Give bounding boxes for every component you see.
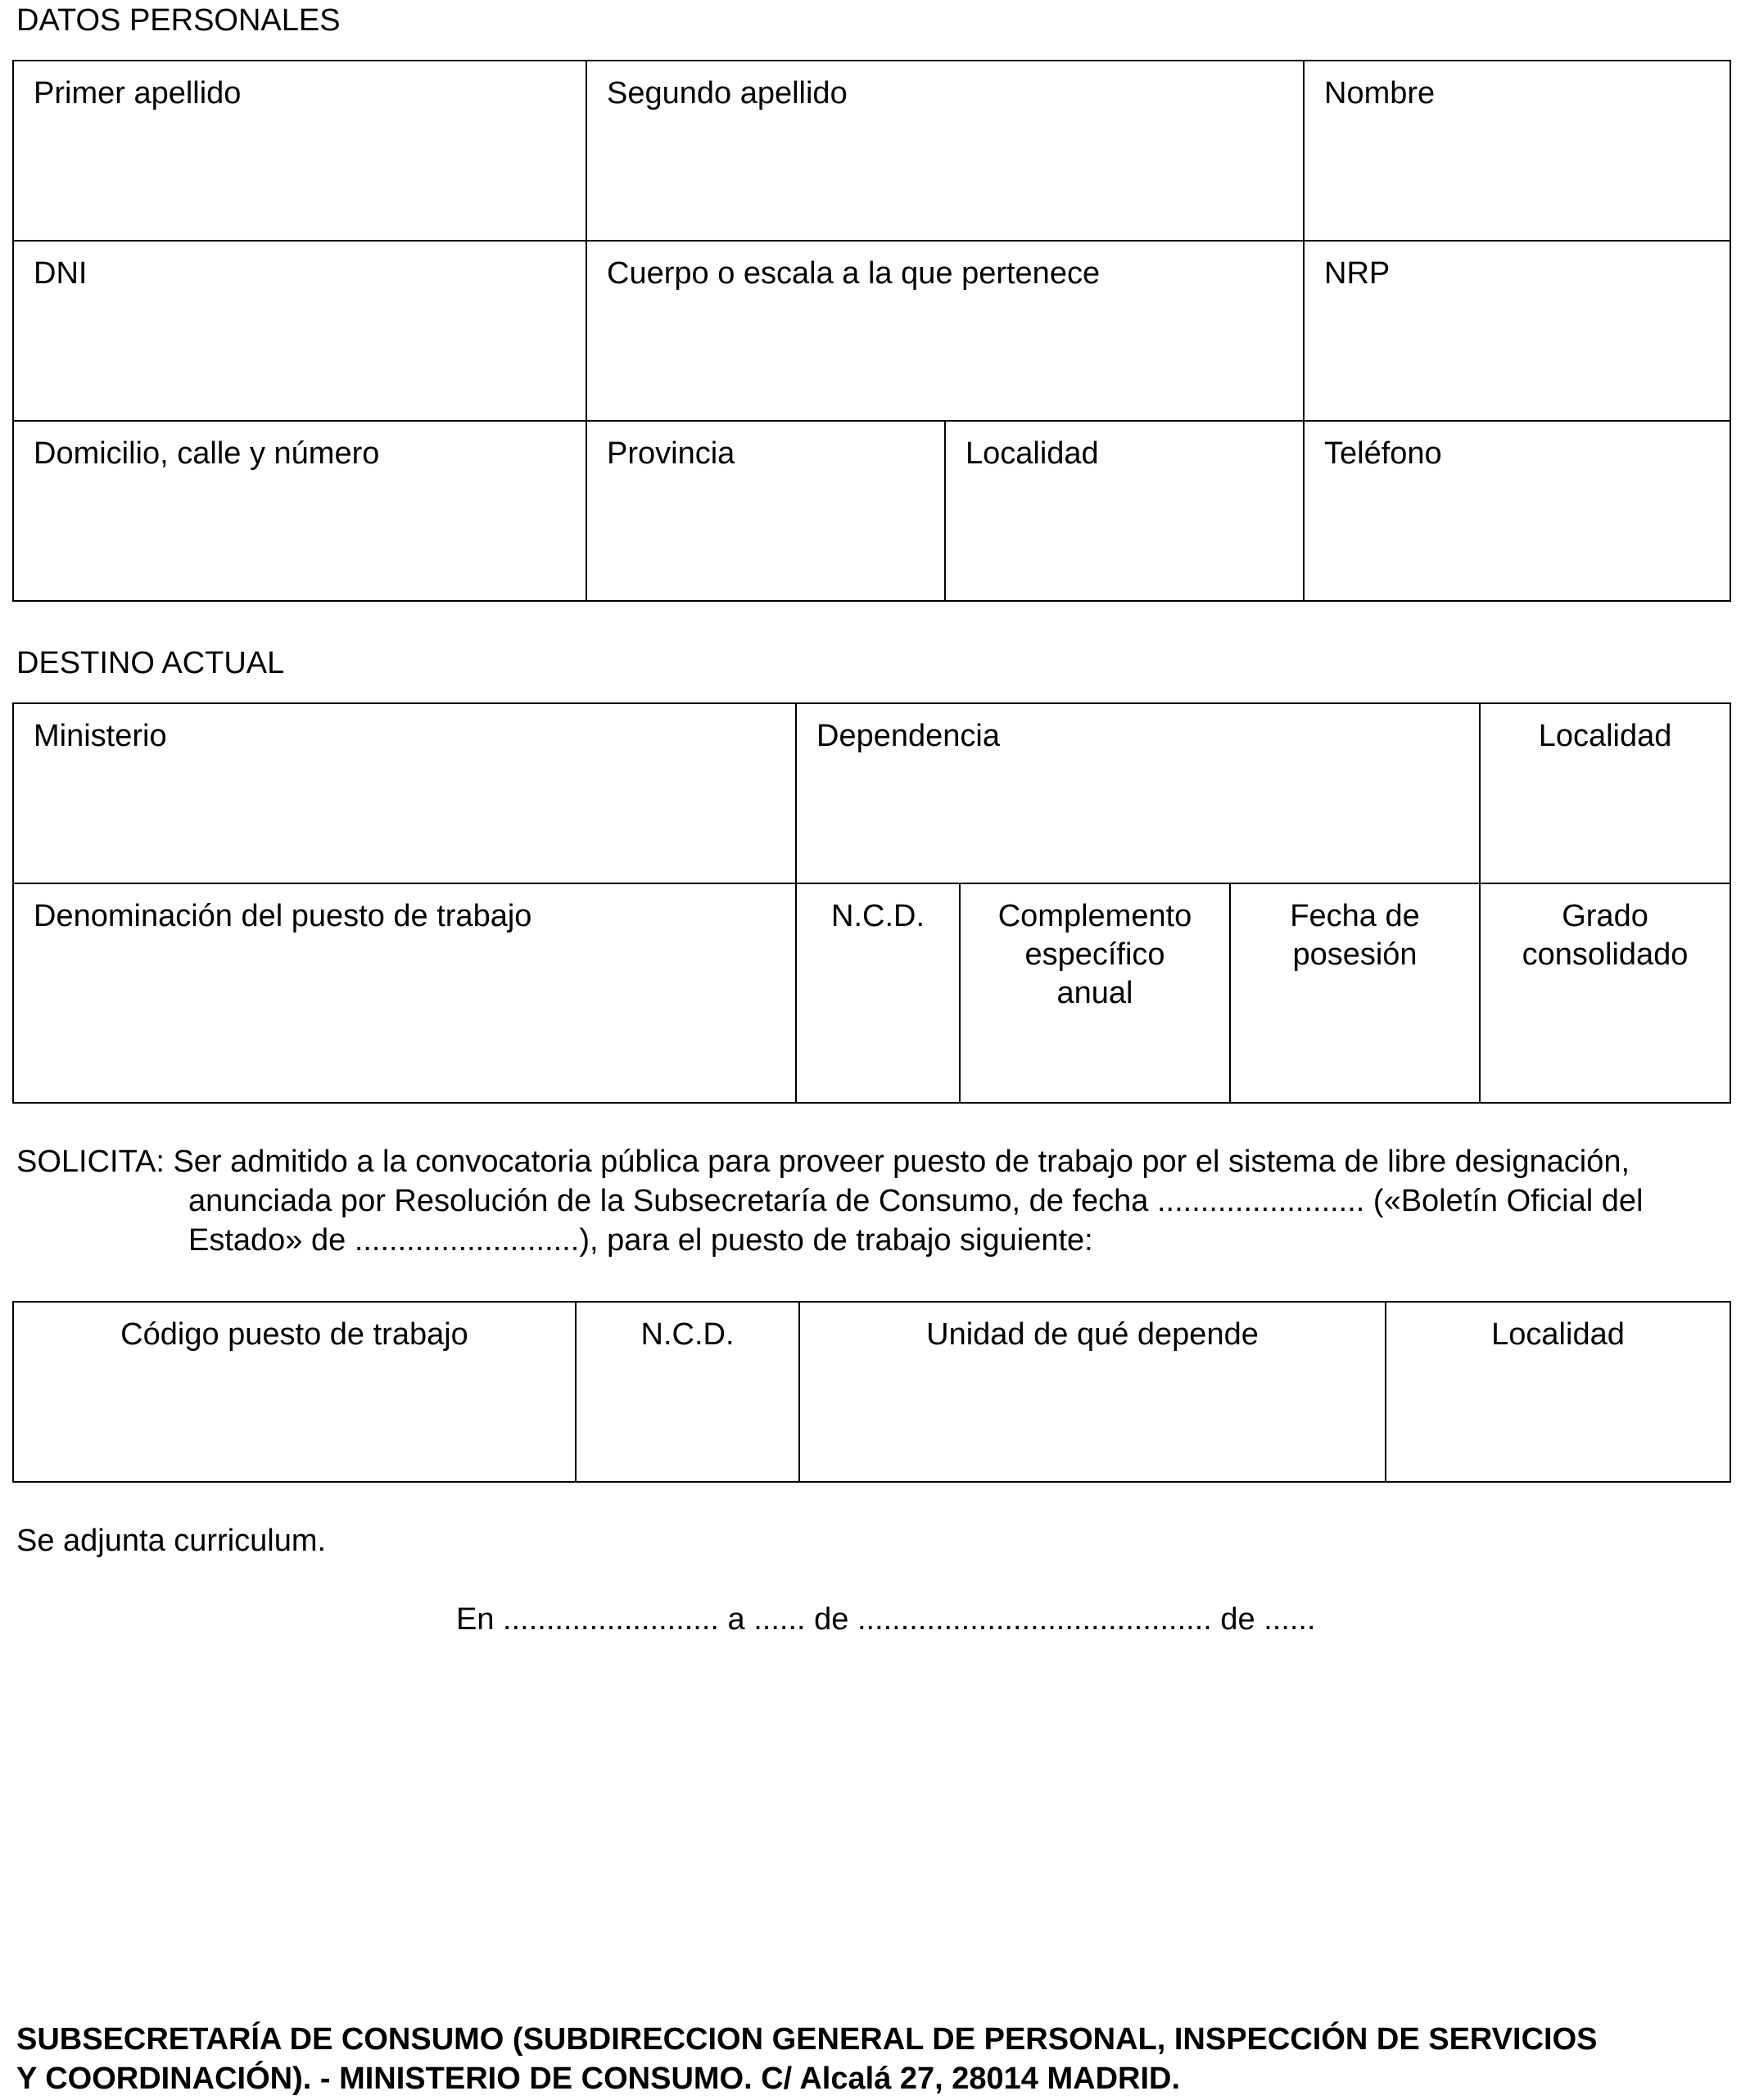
ncd-field[interactable] <box>796 883 960 1103</box>
localidad-label: Localidad <box>965 436 1099 471</box>
dependencia-label: Dependencia <box>816 719 1000 753</box>
destino-localidad-field[interactable] <box>1480 703 1730 883</box>
puesto-solicitado-table <box>12 1301 1731 1483</box>
primer-apellido-label: Primer apellido <box>34 76 242 111</box>
ncd-label: N.C.D. <box>831 899 925 933</box>
solicita-line: Estado» de ..........................), para el puesto de trabajo siguiente: <box>188 1223 1093 1258</box>
nrp-label: NRP <box>1324 256 1391 291</box>
fecha-posesion-field[interactable] <box>1230 883 1480 1103</box>
ministerio-field[interactable] <box>13 703 796 883</box>
primer-apellido-field[interactable] <box>13 61 586 241</box>
codigo-puesto-label: Código puesto de trabajo <box>120 1317 468 1352</box>
grado-consolidado-field[interactable] <box>1480 883 1730 1103</box>
segundo-apellido-label: Segundo apellido <box>607 76 848 111</box>
personal-data-table <box>12 60 1731 602</box>
solicita-line: SOLICITA: Ser admitido a la convocatoria pública para proveer puesto de trabajo por el sistema de libre designación, <box>16 1145 1630 1179</box>
destino-actual-table <box>12 702 1731 1104</box>
dni-label: DNI <box>34 256 88 291</box>
puesto-ncd-field[interactable] <box>576 1302 799 1482</box>
fecha-posesion-label-line: posesión <box>1292 937 1418 972</box>
dependencia-field[interactable] <box>796 703 1480 883</box>
segundo-apellido-field[interactable] <box>586 61 1304 241</box>
puesto-localidad-field[interactable] <box>1386 1302 1730 1482</box>
destino-localidad-label: Localidad <box>1538 719 1672 753</box>
section-heading-destino-actual: DESTINO ACTUAL <box>16 646 285 680</box>
solicita-line: anunciada por Resolución de la Subsecretaría de Consumo, de fecha ........................ («Boletín Oficial del <box>188 1184 1644 1218</box>
localidad-field[interactable] <box>945 421 1304 601</box>
provincia-label: Provincia <box>607 436 735 471</box>
complemento-label-line: específico <box>1024 937 1165 972</box>
footer-line: SUBSECRETARÍA DE CONSUMO (SUBDIRECCION GENERAL DE PERSONAL, INSPECCIÓN DE SERVICIOS <box>16 2022 1598 2057</box>
cuerpo-escala-label: Cuerpo o escala a la que pertenece <box>607 256 1101 291</box>
provincia-field[interactable] <box>586 421 945 601</box>
nombre-field[interactable] <box>1304 61 1730 241</box>
complemento-label-line: anual <box>1056 976 1133 1010</box>
domicilio-label: Domicilio, calle y número <box>34 436 380 471</box>
solicita-paragraph <box>16 1142 1736 1260</box>
fecha-firma-line: En ......................... a ...... de ......................................... de ...... <box>456 1602 1316 1637</box>
denominacion-label: Denominación del puesto de trabajo <box>34 899 532 933</box>
adjunta-text: Se adjunta curriculum. <box>16 1524 327 1558</box>
unidad-field[interactable] <box>799 1302 1386 1482</box>
footer-line: Y COORDINACIÓN). - MINISTERIO DE CONSUMO. C/ Alcalá 27, 28014 MADRID. <box>16 2062 1181 2096</box>
complemento-label-line: Complemento <box>997 899 1192 933</box>
puesto-localidad-label: Localidad <box>1491 1317 1625 1352</box>
nombre-label: Nombre <box>1324 76 1436 111</box>
cuerpo-escala-field[interactable] <box>586 241 1304 421</box>
dni-field[interactable] <box>13 241 586 421</box>
nrp-field[interactable] <box>1304 241 1730 421</box>
grado-consolidado-label-line: Grado <box>1562 899 1648 933</box>
denominacion-field[interactable] <box>13 883 796 1103</box>
footer-address <box>16 2020 1732 2098</box>
complemento-field[interactable] <box>960 883 1230 1103</box>
ministerio-label: Ministerio <box>34 719 167 753</box>
telefono-field[interactable] <box>1304 421 1730 601</box>
puesto-ncd-label: N.C.D. <box>640 1317 735 1352</box>
unidad-label: Unidad de qué depende <box>926 1317 1259 1352</box>
fecha-posesion-label-line: Fecha de <box>1290 899 1420 933</box>
domicilio-field[interactable] <box>13 421 586 601</box>
codigo-puesto-field[interactable] <box>13 1302 576 1482</box>
section-heading-datos-personales: DATOS PERSONALES <box>16 3 341 38</box>
telefono-label: Teléfono <box>1324 436 1442 471</box>
grado-consolidado-label-line: consolidado <box>1522 937 1689 972</box>
